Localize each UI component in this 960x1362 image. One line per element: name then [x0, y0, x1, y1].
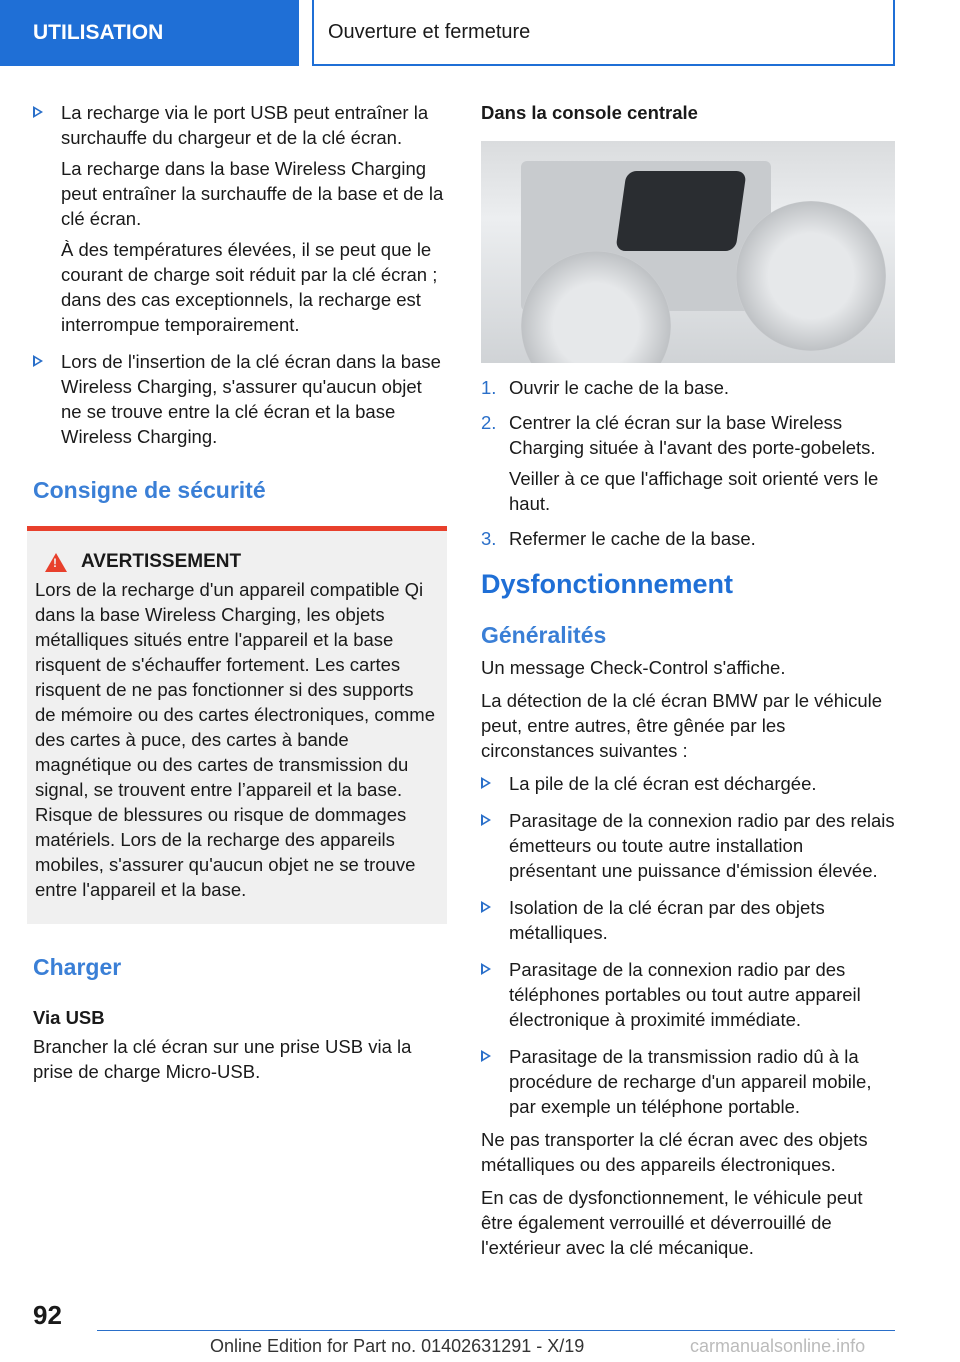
paragraph: À des températures élevées, il se peut que le courant de charge soit réduit par la clé écran ; dans des cas exceptionnels, la recharge est interrompue temporairement. [61, 239, 438, 335]
list-item [33, 349, 447, 449]
step-item [481, 410, 895, 516]
right-column [481, 100, 895, 1268]
step-number: 2. [481, 412, 497, 433]
paragraph: Ouvrir le cache de la base. [509, 377, 730, 398]
bullet-triangle-icon [33, 355, 43, 367]
bullet-triangle-icon [481, 963, 491, 975]
paragraph: Parasitage de la transmission radio dû à la procédure de recharge d'un appareil mobile, par exemple un téléphone portable. [509, 1046, 872, 1117]
console-heading: Dans la console centrale [481, 102, 698, 123]
bullet-triangle-icon [481, 1050, 491, 1062]
paragraph: Ne pas transporter la clé écran avec des objets métalliques ou des appareils électroniques. [481, 1129, 868, 1175]
bullet-triangle-icon [33, 106, 43, 118]
chapter-title: Ouverture et fermeture [328, 20, 531, 43]
malfunction-heading: Dysfonctionnement [481, 569, 734, 599]
paragraph: Lors de l'insertion de la clé écran dans la base Wireless Charging, s'assurer qu'aucun objet ne se trouve entre la clé écran et la base Wireless Charging. [61, 351, 441, 447]
safety-heading: Consigne de sécurité [33, 477, 266, 503]
warning-title-row [45, 551, 439, 573]
step-number: 3. [481, 528, 497, 549]
chapter-tab [312, 0, 895, 66]
warning-box [27, 526, 447, 924]
list-item [481, 771, 895, 796]
paragraph: Parasitage de la connexion radio par des relais émetteurs ou toute autre installation présentant une puissance d'émission élevée. [509, 810, 895, 881]
paragraph: La recharge via le port USB peut entraîner la surchauffe du chargeur et de la clé écran. [61, 102, 429, 148]
warning-title: AVERTISSEMENT [81, 551, 242, 572]
section-tab [0, 0, 299, 66]
list-item [481, 808, 895, 883]
list-item [481, 1044, 895, 1119]
footer-divider [97, 1330, 895, 1331]
bullet-triangle-icon [481, 777, 491, 789]
display-key-shape [615, 171, 746, 251]
watermark-text: carmanualsonline.info [690, 1336, 866, 1356]
edition-text: Online Edition for Part no. 01402631291 - X/19 [210, 1336, 585, 1356]
usb-text: Brancher la clé écran sur une prise USB via la prise de charge Micro-USB. [33, 1036, 412, 1082]
warning-triangle-icon [45, 553, 67, 572]
section-title: UTILISATION [33, 21, 164, 44]
page-number: 92 [33, 1300, 62, 1330]
list-item [481, 957, 895, 1032]
paragraph: La détection de la clé écran BMW par le véhicule peut, entre autres, être gênée par les circonstances suivantes : [481, 690, 883, 761]
cup-holder-shape [736, 201, 886, 351]
charger-heading: Charger [33, 954, 122, 980]
paragraph: La recharge dans la base Wireless Charging peut entraîner la surchauffe de la base et de la clé écran. [61, 158, 444, 229]
paragraph: La pile de la clé écran est déchargée. [509, 773, 817, 794]
bullet-triangle-icon [481, 901, 491, 913]
step-item [481, 375, 895, 400]
step-number: 1. [481, 377, 497, 398]
paragraph: Isolation de la clé écran par des objets métalliques. [509, 897, 825, 943]
paragraph: En cas de dysfonctionnement, le véhicule peut être également verrouillé et déverrouillé de l'extérieur avec la clé mécanique. [481, 1187, 863, 1258]
warning-text: Lors de la recharge d'un appareil compatible Qi dans la base Wireless Charging, les objets métalliques situés entre l'appareil et la base risquent de s'échauffer fortement. Les cartes risquent de ne pas fonctionner si des supports de mémoire ou des cartes électroniques, comme des cartes à puce, des cartes à bande magnétique ou des cartes de transmission du signal, se trouvent entre l’appareil et la base. Risque de blessures ou risque de dommages matériels. Lors de la recharge des appareils mobiles, s'assurer qu'aucun objet ne se trouve entre l'appareil et la base. [35, 579, 435, 900]
general-heading: Généralités [481, 622, 607, 648]
paragraph: Veiller à ce que l'affichage soit orienté vers le haut. [509, 468, 879, 514]
step-item [481, 526, 895, 551]
paragraph: Parasitage de la connexion radio par des téléphones portables ou tout autre appareil électronique à proximité immédiate. [509, 959, 861, 1030]
paragraph: Un message Check-Control s'affiche. [481, 657, 786, 678]
paragraph: Refermer le cache de la base. [509, 528, 756, 549]
left-column [33, 100, 447, 1084]
console-photo [481, 141, 895, 363]
paragraph: Centrer la clé écran sur la base Wireless Charging située à l'avant des porte-gobelets. [509, 412, 876, 458]
usb-heading: Via USB [33, 1007, 105, 1028]
list-item [481, 895, 895, 945]
bullet-triangle-icon [481, 814, 491, 826]
list-item [33, 100, 447, 337]
